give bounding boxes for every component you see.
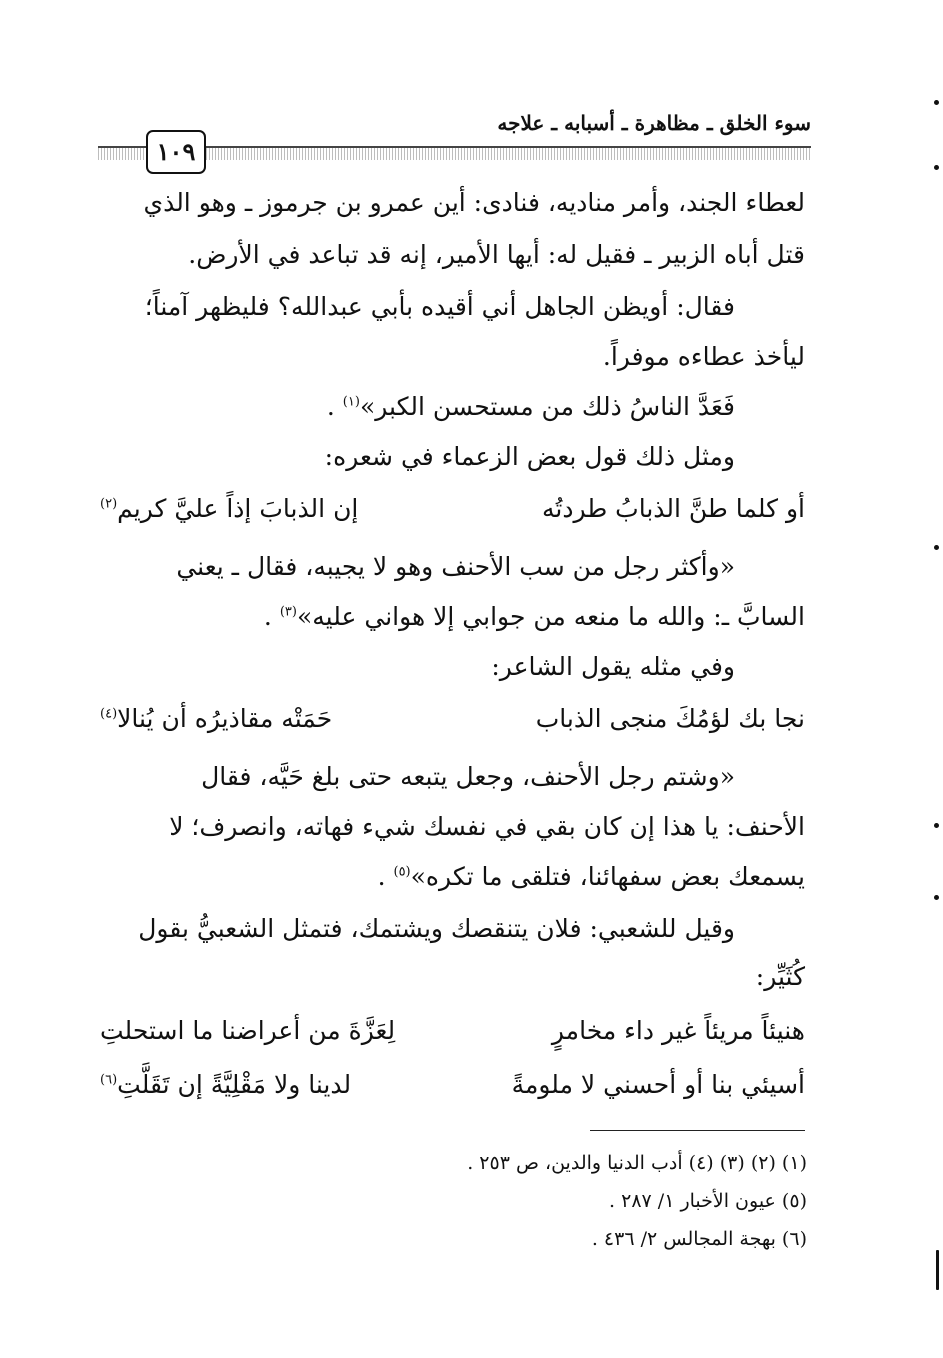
scan-speck (934, 545, 939, 550)
body-line: «وشتم رجل الأحنف، وجعل يتبعه حتى بلغ حَيَّه، فقال (201, 762, 735, 791)
verse-second-hemistich (100, 704, 332, 733)
footnote-ref: (١) (342, 394, 360, 410)
body-line: لعطاء الجند، وأمر مناديه، فنادى: أين عمرو بن جرموز ـ وهو الذي (143, 188, 805, 217)
body-line: قتل أباه الزبير ـ فقيل له: أيها الأمير، إنه قد تباعد في الأرض. (188, 240, 805, 269)
footnote-ref: (٦) (100, 1072, 118, 1088)
scan-speck (934, 895, 939, 900)
scan-edge-mark (936, 1250, 939, 1290)
body-line: «وأكثر رجل من سب الأحنف وهو لا يجيبه، فقال ـ يعني (176, 552, 735, 581)
body-line: وفي مثله يقول الشاعر: (491, 652, 735, 681)
scan-speck (934, 165, 939, 170)
scan-speck (934, 823, 939, 828)
body-line: وقيل للشعبي: فلان يتنقصك ويشتمك، فتمثل الشعبيُّ بقول (138, 914, 735, 943)
footnote-ref: (٥) (393, 864, 411, 880)
body-line (100, 862, 805, 891)
verse-first-hemistich: أو كلما طنَّ الذبابُ طردتُه (542, 494, 805, 523)
body-text: . (263, 602, 272, 631)
footnote-ref: (٣) (279, 604, 297, 620)
verse-first-hemistich: نجا بك لؤمُكَ منجى الذباب (535, 704, 805, 733)
body-line (100, 602, 805, 631)
body-line: الأحنف: يا هذا إن كان بقي في نفسك شيء فهاته، وانصرف؛ لا (169, 812, 805, 841)
verse-line (100, 704, 805, 744)
body-line: ليأخذ عطاءه موفراً. (602, 342, 805, 371)
body-text: يسمعك بعض سفهائنا، فتلقى ما تكره» (410, 862, 805, 891)
footnote: (٥) عيون الأخبار ١/ ٢٨٧ . (609, 1190, 807, 1212)
body-text: السابَّ ـ: والله ما منعه من جوابي إلا هواني عليه» (296, 602, 805, 631)
footnote: (٦) بهجة المجالس ٢/ ٤٣٦ . (591, 1228, 807, 1250)
body-line: ومثل ذلك قول بعض الزعماء في شعره: (324, 442, 735, 471)
page-number: ١٠٩ (146, 130, 206, 174)
footnote-ref: (٢) (100, 496, 118, 512)
body-line (100, 392, 805, 421)
verse-text: لدينا ولا مَقْلِيَّةً إن تَقَلَّتِ (117, 1070, 352, 1099)
verse-first-hemistich: أسيئي بنا أو أحسني لا ملومةً (511, 1070, 805, 1099)
verse-text: حَمَتْه مقاذيرُه أن يُنالا (117, 704, 333, 733)
verse-second-hemistich (100, 494, 358, 523)
footnote-ref: (٤) (100, 706, 118, 722)
running-header-title: سوء الخلق ـ مظاهرة ـ أسبابه ـ علاجه (497, 111, 811, 135)
verse-line (100, 494, 805, 534)
verse-first-hemistich: هنيئاً مريئاً غير داء مخامرٍ (551, 1016, 805, 1045)
verse-line (100, 1070, 805, 1110)
verse-line (100, 1016, 805, 1056)
scan-speck (934, 100, 939, 105)
body-text: فَعَدَّ الناسُ ذلك من مستحسن الكبر» (359, 392, 735, 421)
body-text: . (377, 862, 386, 891)
footnote-separator (590, 1130, 805, 1131)
body-text: . (326, 392, 335, 421)
verse-second-hemistich (100, 1070, 351, 1099)
body-line: كُثَيِّر: (755, 962, 805, 991)
footnote: (١) (٢) (٣) (٤) أدب الدنيا والدين، ص ٢٥٣ . (467, 1152, 807, 1174)
body-line: فقال: أويظن الجاهل أني أقيده بأبي عبدالله؟ فليظهر آمناً؛ (144, 292, 735, 321)
verse-text: إن الذبابَ إذاً عليَّ كريم (117, 494, 359, 523)
verse-second-hemistich: لِعَزَّةَ من أعراضنا ما استحلتِ (100, 1016, 396, 1045)
